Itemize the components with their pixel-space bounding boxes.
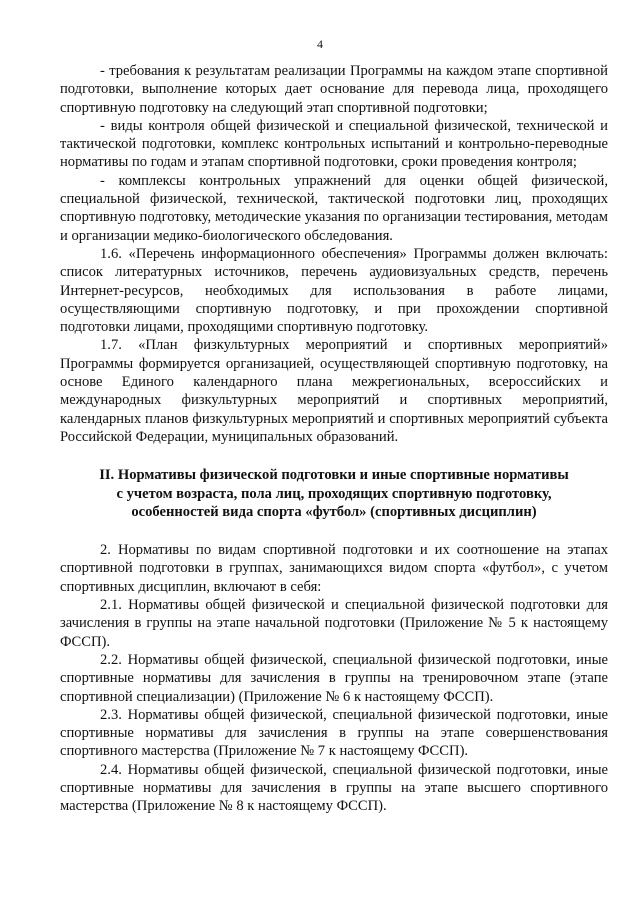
page-number: 4 [317,37,323,51]
paragraph-1-7: 1.7. «План физкультурных мероприятий и спортивных мероприятий» Программы формируется организацией, осуществляющей спортивную подготовку, на основе Единого календарного плана межрегиональных, всероссийских и международных физкультурных мероприятий и спортивных мероприятий, календарных планов физкультурных мероприятий и спортивных мероприятий субъекта Российской Федерации, муниципальных образований. [60,337,608,445]
paragraph-2: 2. Нормативы по видам спортивной подготовки и их соотношение на этапах спортивной подготовки в группах, занимающихся видом спорта «футбол», с учетом спортивных дисциплин, включают в себя: [60,542,608,595]
section-heading-line: с учетом возраста, пола лиц, проходящих спортивную подготовку, [116,485,552,502]
list-item-control-types: - виды контроля общей физической и специальной физической, технической и тактической подготовки, комплекс контрольных испытаний и контрольно-переводные нормативы по годам и этапам спортивной подготовки, сроки проведения контроля; [60,117,608,171]
section-heading [60,466,608,521]
section-heading-line: II. Нормативы физической подготовки и иные спортивные нормативы [99,467,569,484]
paragraph-2-4: 2.4. Нормативы общей физической, специальной физической подготовки, иные спортивные нормативы для зачисления в группы на этапе высшего спортивного мастерства (Приложение № 8 к настоящему ФССП). [60,761,608,815]
paragraph-2-2: 2.2. Нормативы общей физической, специальной физической подготовки, иные спортивные нормативы для зачисления в группы на тренировочном этапе (этапе спортивной специализации) (Приложение № 6 к настоящему ФССП). [60,651,608,705]
paragraph-2-1: 2.1. Нормативы общей физической и специальной физической подготовки для зачисления в группы на этапе начальной подготовки (Приложение № 5 к настоящему ФССП). [60,597,608,650]
list-item-control-exercises: - комплексы контрольных упражнений для оценки общей физической, специальной физической, технической, тактической подготовки лиц, проходящих спортивную подготовку, методические указания по организации тестирования, методам и организации медико-биологического обследования. [60,172,608,244]
paragraph-2-3: 2.3. Нормативы общей физической, специальной физической подготовки, иные спортивные нормативы для зачисления в группы на этапе совершенствования спортивного мастерства (Приложение № 7 к настоящему ФССП). [60,706,608,760]
section-heading-line: особенностей вида спорта «футбол» (спортивных дисциплин) [131,503,537,520]
list-item-requirements: - требования к результатам реализации Программы на каждом этапе спортивной подготовки, выполнение которых дает основание для перевода лица, проходящего спортивную подготовку на следующий этап спортивной подготовки; [60,63,608,116]
paragraph-1-6: 1.6. «Перечень информационного обеспечения» Программы должен включать: список литературных источников, перечень аудиовизуальных средств, перечень Интернет-ресурсов, необходимых для использования в работе лицами, осуществляющими спортивную подготовку, и при прохождении спортивной подготовки лицами, проходящими спортивную подготовку. [60,245,608,336]
document-body [60,62,608,816]
